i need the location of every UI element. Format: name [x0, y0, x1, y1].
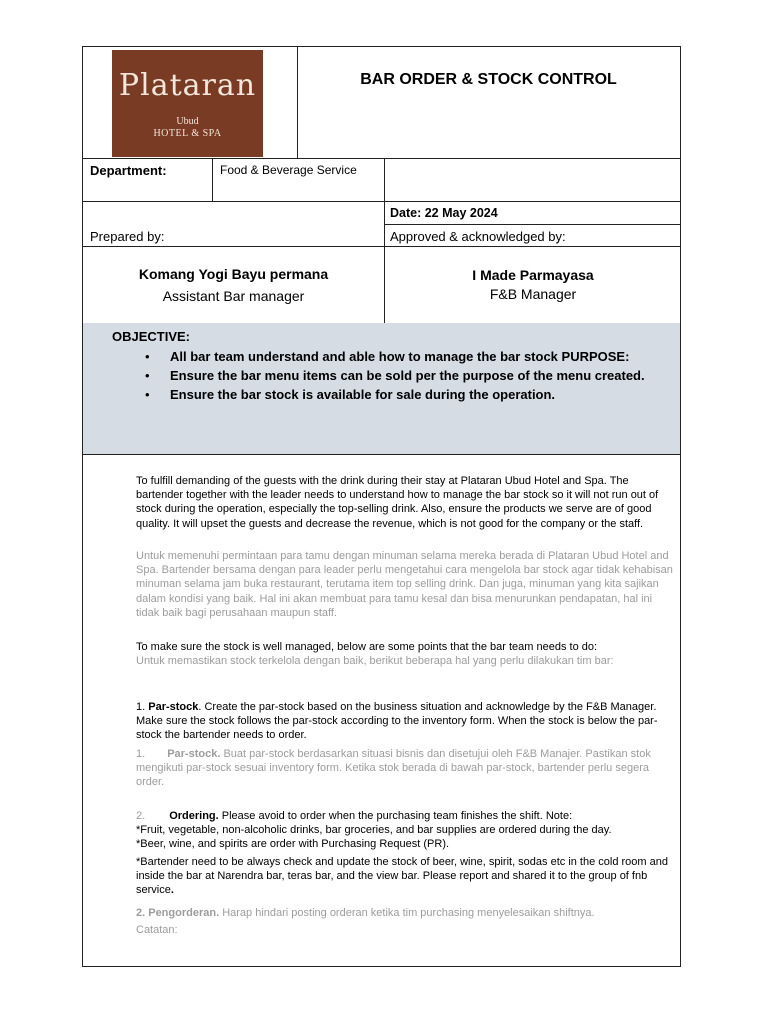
par-stock-english	[136, 700, 674, 743]
catatan-label: Catatan:	[136, 924, 178, 936]
par-stock-number: 1.	[136, 701, 149, 713]
objective-item: • Ensure the bar menu items can be sold per the purpose of the menu created.	[145, 367, 655, 384]
divider	[83, 158, 680, 159]
objective-item: • All bar team understand and able how to manage the bar stock PURPOSE:	[145, 348, 655, 365]
divider	[83, 454, 680, 455]
divider	[212, 158, 213, 201]
department-value: Food & Beverage Service	[220, 163, 357, 177]
objective-section	[83, 323, 680, 454]
ordering-english	[136, 809, 674, 823]
ordering-text: Please avoid to order when the purchasing team finishes the shift. Note:	[218, 810, 573, 822]
approved-by-role: F&B Manager	[489, 286, 577, 302]
logo-name: Plataran	[118, 68, 257, 103]
department-label: Department:	[90, 163, 167, 178]
points-english: To make sure the stock is well managed, below are some points that the bar team needs to do:	[136, 641, 598, 653]
document-form	[82, 46, 681, 967]
prepared-by-label: Prepared by:	[90, 229, 165, 244]
par-stock-id-text: Buat par-stock berdasarkan situasi bisnis dan disetujui oleh F&B Manajer. Pastikan stok mengikuti par-stock sesuai inventory form. Ketika stok berada di bawah par-stock, bartender perlu segera order.	[136, 748, 651, 789]
approved-by-name: I Made Parmayasa	[472, 267, 594, 283]
ordering-id-heading: 2. Pengorderan.	[136, 907, 220, 919]
ordering-heading: Ordering.	[169, 810, 219, 822]
divider	[384, 224, 680, 225]
par-stock-id-number: 1.	[136, 748, 146, 760]
ordering-id-text: Harap hindari posting orderan ketika tim purchasing menyelesaikan shiftnya.	[219, 907, 595, 919]
ordering-note-check-end: .	[170, 884, 174, 897]
intro-indonesian: Untuk memenuhi permintaan para tamu dengan minuman selama mereka berada di Plataran Ubud Hotel and Spa. Bartender bersama dengan para leader perlu mengetahui cara mengelola bar stock agar tidak kehabisan minuman selama jam buka restaurant, terutama item top selling drink. Dan juga, minuman yang kita sajikan dalam kondisi yang baik. Hal ini akan membuat para tamu kesal dan bisa menurunkan pendapatan, hal ini tidak baik bagi perusahaan maupun staff.	[136, 550, 673, 619]
divider	[83, 246, 680, 247]
ordering-indonesian	[136, 906, 674, 920]
ordering-note-check-text: *Bartender need to be always check and update the stock of beer, wine, spirit, sodas etc in the cold room and inside the bar at Narendra bar, teras bar, and the view bar. Please report and shared it to the group of fnb service	[136, 856, 668, 897]
par-stock-heading: Par-stock	[148, 701, 199, 713]
points-indonesian: Untuk memastikan stock terkelola dengan baik, berikut beberapa hal yang perlu dilakukan tim bar:	[136, 655, 614, 667]
date-field: Date: 22 May 2024	[390, 206, 498, 220]
prepared-by-role: Assistant Bar manager	[162, 288, 305, 304]
document-title: BAR ORDER & STOCK CONTROL	[360, 71, 617, 88]
logo-subtitle: HOTEL & SPA	[153, 128, 222, 139]
objective-title: OBJECTIVE:	[112, 329, 191, 344]
objective-item: • Ensure the bar stock is available for sale during the operation.	[145, 386, 655, 403]
approved-by-label: Approved & acknowledged by:	[390, 229, 566, 244]
par-stock-id-heading: Par-stock.	[167, 748, 221, 760]
logo-subtitle: Ubud	[176, 116, 199, 127]
divider	[83, 201, 680, 202]
intro-english: To fulfill demanding of the guests with the drink during their stay at Plataran Ubud Hotel and Spa. The bartender together with the leader needs to understand how to manage the bar stock so it will not run out of stock during the operation, especially the top-selling drink. Also, ensure the products we serve are of good quality. It will upset the guests and decrease the revenue, which is not good for the company or the staff.	[136, 475, 659, 530]
par-stock-indonesian	[136, 747, 674, 790]
par-stock-text: . Create the par-stock based on the business situation and acknowledge by the F&B Manager. Make sure the stock follows the par-stock according to the inventory form. When the stock is below the par-stock the bartender needs to order.	[136, 701, 658, 742]
divider	[297, 47, 298, 158]
ordering-note-check	[136, 855, 674, 898]
hotel-logo	[112, 50, 263, 157]
ordering-note-day: *Fruit, vegetable, non-alcoholic drinks, bar groceries, and bar supplies are ordered during the day.	[136, 824, 612, 836]
prepared-by-name: Komang Yogi Bayu permana	[138, 266, 329, 282]
objective-list	[145, 348, 655, 405]
ordering-note-pr: *Beer, wine, and spirits are order with Purchasing Request (PR).	[136, 838, 450, 850]
ordering-number: 2.	[136, 810, 146, 822]
